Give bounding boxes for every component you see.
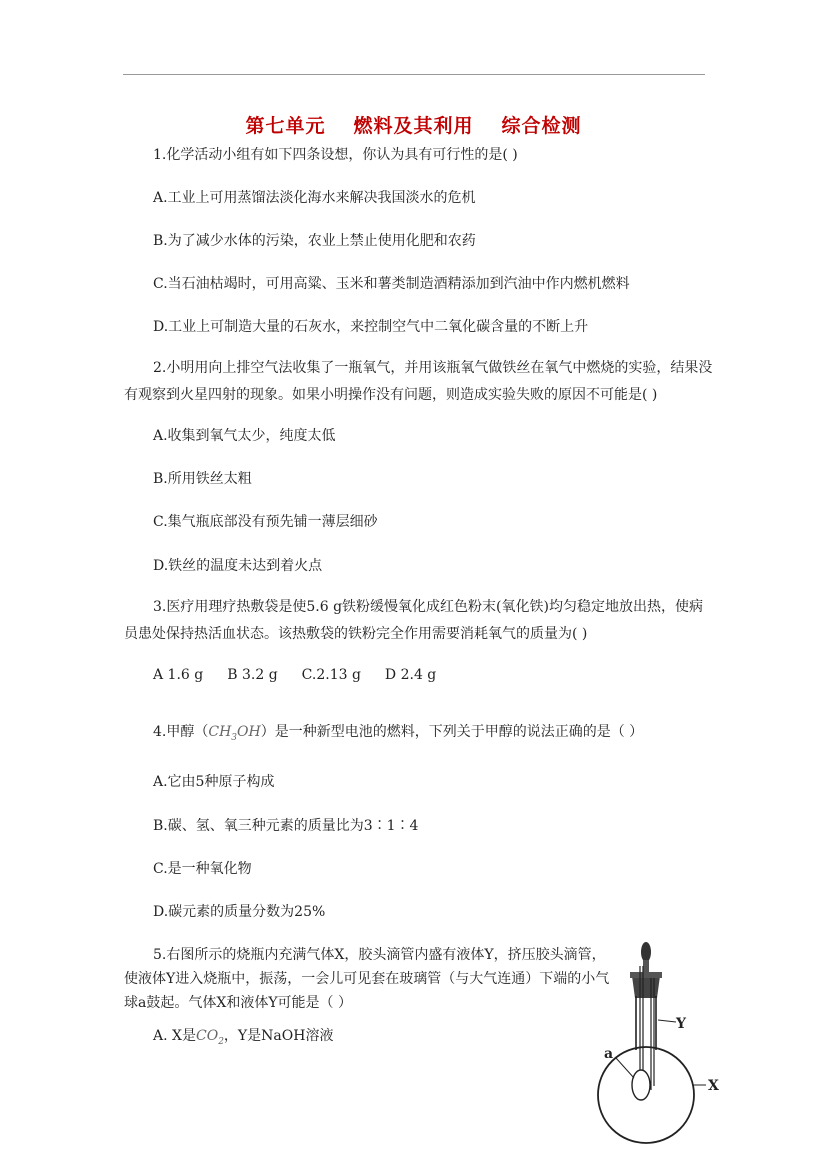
q4-option-c: C.是一种氧化物 <box>153 861 252 877</box>
title-unit: 第七单元 <box>245 115 326 137</box>
q5-option-a: A. X是$CO_2$，Y是NaOH溶液 <box>153 1028 334 1047</box>
q3-stem: 3.医疗用理疗热敷袋是使5.6 g铁粉缓慢氧化成红色粉末(氧化铁)均匀稳定地放出热，使病员患处保持热活血状态。该热敷袋的铁粉完全作用需要消耗氧气的质量为( ) <box>124 599 703 642</box>
label-x: X <box>708 1078 719 1094</box>
q1-option-b: B.为了减少水体的污染，农业上禁止使用化肥和农药 <box>153 233 476 249</box>
title-type: 综合检测 <box>501 115 582 137</box>
q1-stem: 1.化学活动小组有如下四条设想，你认为具有可行性的是( ) <box>153 147 518 163</box>
q2-option-d: D.铁丝的温度未达到着火点 <box>153 558 323 574</box>
q1-option-d: D.工业上可制造大量的石灰水，来控制空气中二氧化碳含量的不断上升 <box>153 319 589 335</box>
q2-option-a: A.收集到氧气太少，纯度太低 <box>153 428 336 444</box>
q4-stem-post: ）是一种新型电池的燃料，下列关于甲醇的说法正确的是（ ） <box>260 724 644 740</box>
q3-option-a: A 1.6 g <box>153 667 204 683</box>
q4-option-d: D.碳元素的质量分数为25% <box>153 904 326 920</box>
q4-stem <box>153 722 643 748</box>
q3-options <box>153 665 436 685</box>
q4-option-b: B.碳、氢、氧三种元素的质量比为3∶1∶4 <box>153 818 419 834</box>
flask-diagram <box>596 940 731 1160</box>
label-a: a <box>604 1046 614 1062</box>
balloon-icon <box>632 1070 650 1100</box>
q3-option-d: D 2.4 g <box>384 667 437 683</box>
q2-option-b: B.所用铁丝太粗 <box>153 471 252 487</box>
q1-option-c: C.当石油枯竭时，可用高粱、玉米和薯类制造酒精添加到汽油中作内燃机燃料 <box>153 276 630 292</box>
q4-stem-pre: 4.甲醇（ <box>153 724 209 740</box>
q3-option-c: C.2.13 g <box>301 667 361 683</box>
q3-option-b: B 3.2 g <box>227 667 278 683</box>
methanol-formula: $CH_3OH$ <box>208 724 261 743</box>
header-rule <box>123 74 705 75</box>
page-title <box>0 111 827 138</box>
dropper-bulb-icon <box>641 942 651 962</box>
q5-stem: 5.右图所示的烧瓶内充满气体X，胶头滴管内盛有液体Y，挤压胶头滴管，使液体Y进入烧瓶中，振荡，一会儿可见套在玻璃管（与大气连通）下端的小气球a鼓起。气体X和液体Y可能是（ ） <box>124 947 610 1011</box>
q2-option-c: C.集气瓶底部没有预先铺一薄层细砂 <box>153 514 378 530</box>
q4-option-a: A.它由5种原子构成 <box>153 774 275 790</box>
stopper-icon <box>632 976 660 998</box>
title-topic: 燃料及其利用 <box>353 115 474 137</box>
q2-stem: 2.小明用向上排空气法收集了一瓶氧气，并用该瓶氧气做铁丝在氧气中燃烧的实验，结果没有观察到火星四射的现象。如果小明操作没有问题，则造成实验失败的原因不可能是( ) <box>124 360 713 403</box>
label-y: Y <box>676 1016 686 1032</box>
q1-option-a: A.工业上可用蒸馏法淡化海水来解决我国淡水的危机 <box>153 190 476 206</box>
co2-formula: $CO_2$ <box>195 1028 224 1047</box>
